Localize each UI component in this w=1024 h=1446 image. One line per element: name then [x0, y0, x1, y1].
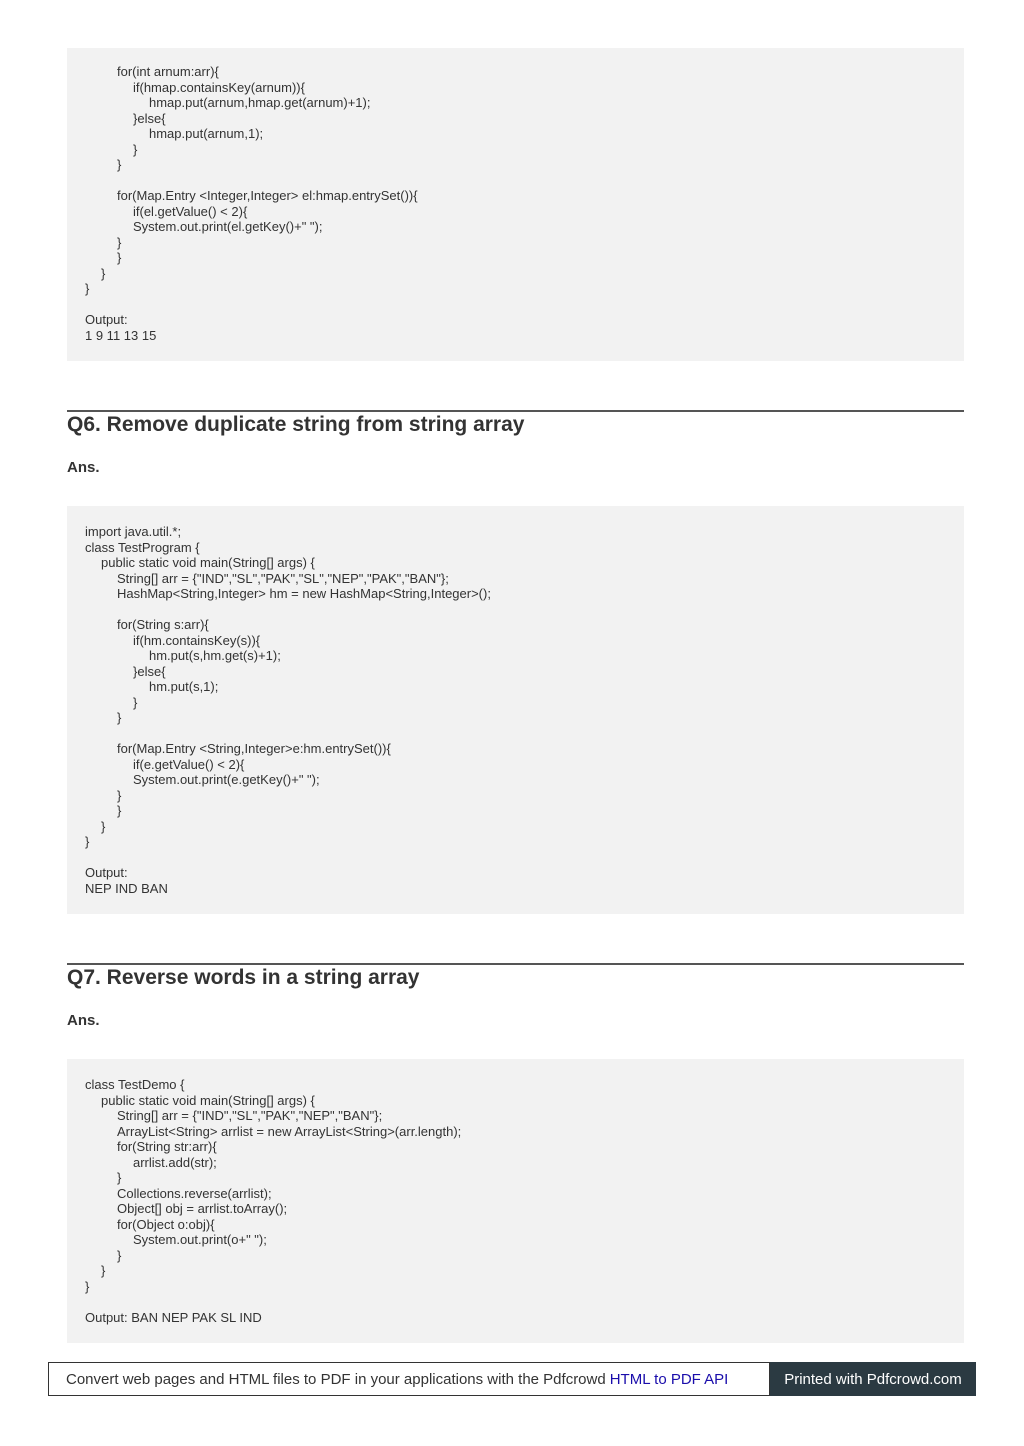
code-line: ArrayList<String> arrlist = new ArrayList<String>(arr.length); [117, 1123, 462, 1139]
code-line: if(hmap.containsKey(arnum)){ [133, 79, 305, 95]
code-block-q5-continued [67, 48, 964, 361]
code-line: String[] arr = {"IND","SL","PAK","NEP","BAN"}; [117, 1108, 383, 1123]
pdfcrowd-footer [48, 1362, 976, 1396]
q6-ans-label: Ans. [67, 459, 100, 476]
html-to-pdf-api-link[interactable]: HTML to PDF API [609, 1370, 729, 1388]
code-line: String[] arr = {"IND","SL","PAK","SL","NEP","PAK","BAN"}; [117, 570, 449, 586]
output-label: Output: [85, 865, 128, 880]
footer-text: Convert web pages and HTML files to PDF in your applications with the Pdfcrowd [66, 1370, 606, 1388]
code-line: for(String str:arr){ [117, 1139, 217, 1154]
code-line: } [133, 141, 138, 157]
code-line: for(Map.Entry <String,Integer>e:hm.entrySet()){ [117, 741, 391, 756]
code-line: import java.util.*; [85, 524, 182, 539]
code-line: if(e.getValue() < 2){ [133, 756, 245, 772]
code-line: if(el.getValue() < 2){ [133, 203, 248, 219]
code-line: hmap.put(arnum,1); [149, 126, 264, 141]
code-line: } [85, 1278, 90, 1294]
q7-title: Q7. Reverse words in a string array [67, 966, 420, 989]
code-line: if(hm.containsKey(s)){ [133, 632, 261, 648]
code-block-q6 [67, 506, 964, 914]
code-line: HashMap<String,Integer> hm = new HashMap<String,Integer>(); [117, 586, 491, 601]
code-line: for(Map.Entry <Integer,Integer> el:hmap.entrySet()){ [117, 188, 418, 203]
code-line: } [85, 834, 90, 849]
output-label: Output: [85, 312, 128, 327]
code-line: public static void main(String[] args) { [101, 1092, 315, 1108]
code-line: for(String s:arr){ [117, 617, 209, 632]
code-line: } [101, 265, 106, 281]
code-line: } [101, 1263, 106, 1278]
code-line: hm.put(s,hm.get(s)+1); [149, 648, 281, 663]
code-line: } [117, 803, 122, 818]
code-block-q7 [67, 1059, 964, 1343]
code-line: }else{ [133, 110, 166, 126]
code-line: class TestDemo { [85, 1077, 185, 1092]
code-line: } [133, 694, 138, 710]
output-line: Output: BAN NEP PAK SL IND [85, 1309, 262, 1325]
output-value: 1 9 11 13 15 [85, 327, 157, 343]
code-line: public static void main(String[] args) { [101, 555, 315, 570]
code-line: System.out.print(o+" "); [133, 1232, 267, 1247]
code-line: } [117, 710, 122, 725]
printed-with-text: Printed with Pdfcrowd.com [784, 1370, 962, 1388]
code-line: arrlist.add(str); [133, 1154, 217, 1170]
code-line: }else{ [133, 663, 166, 679]
code-line: class TestProgram { [85, 539, 200, 555]
footer-message [48, 1362, 770, 1396]
code-line: hmap.put(arnum,hmap.get(arnum)+1); [149, 95, 371, 110]
code-line: hm.put(s,1); [149, 679, 219, 694]
code-line: Object[] obj = arrlist.toArray(); [117, 1201, 288, 1216]
code-line: for(int arnum:arr){ [117, 64, 219, 79]
code-line: } [117, 157, 122, 172]
code-line: } [117, 1170, 122, 1185]
code-line: } [117, 250, 122, 265]
code-line: for(Object o:obj){ [117, 1216, 215, 1232]
q6-title: Q6. Remove duplicate string from string array [67, 413, 525, 436]
q7-ans-label: Ans. [67, 1012, 100, 1029]
output-value: NEP IND BAN [85, 880, 168, 896]
code-line: System.out.print(el.getKey()+" "); [133, 219, 323, 234]
printed-with-badge[interactable] [770, 1362, 976, 1396]
code-line: } [101, 818, 106, 834]
code-line: } [117, 787, 122, 803]
code-line: System.out.print(e.getKey()+" "); [133, 772, 320, 787]
code-line: } [117, 234, 122, 250]
code-line: Collections.reverse(arrlist); [117, 1185, 272, 1201]
code-line: } [117, 1247, 122, 1263]
code-line: } [85, 281, 90, 296]
